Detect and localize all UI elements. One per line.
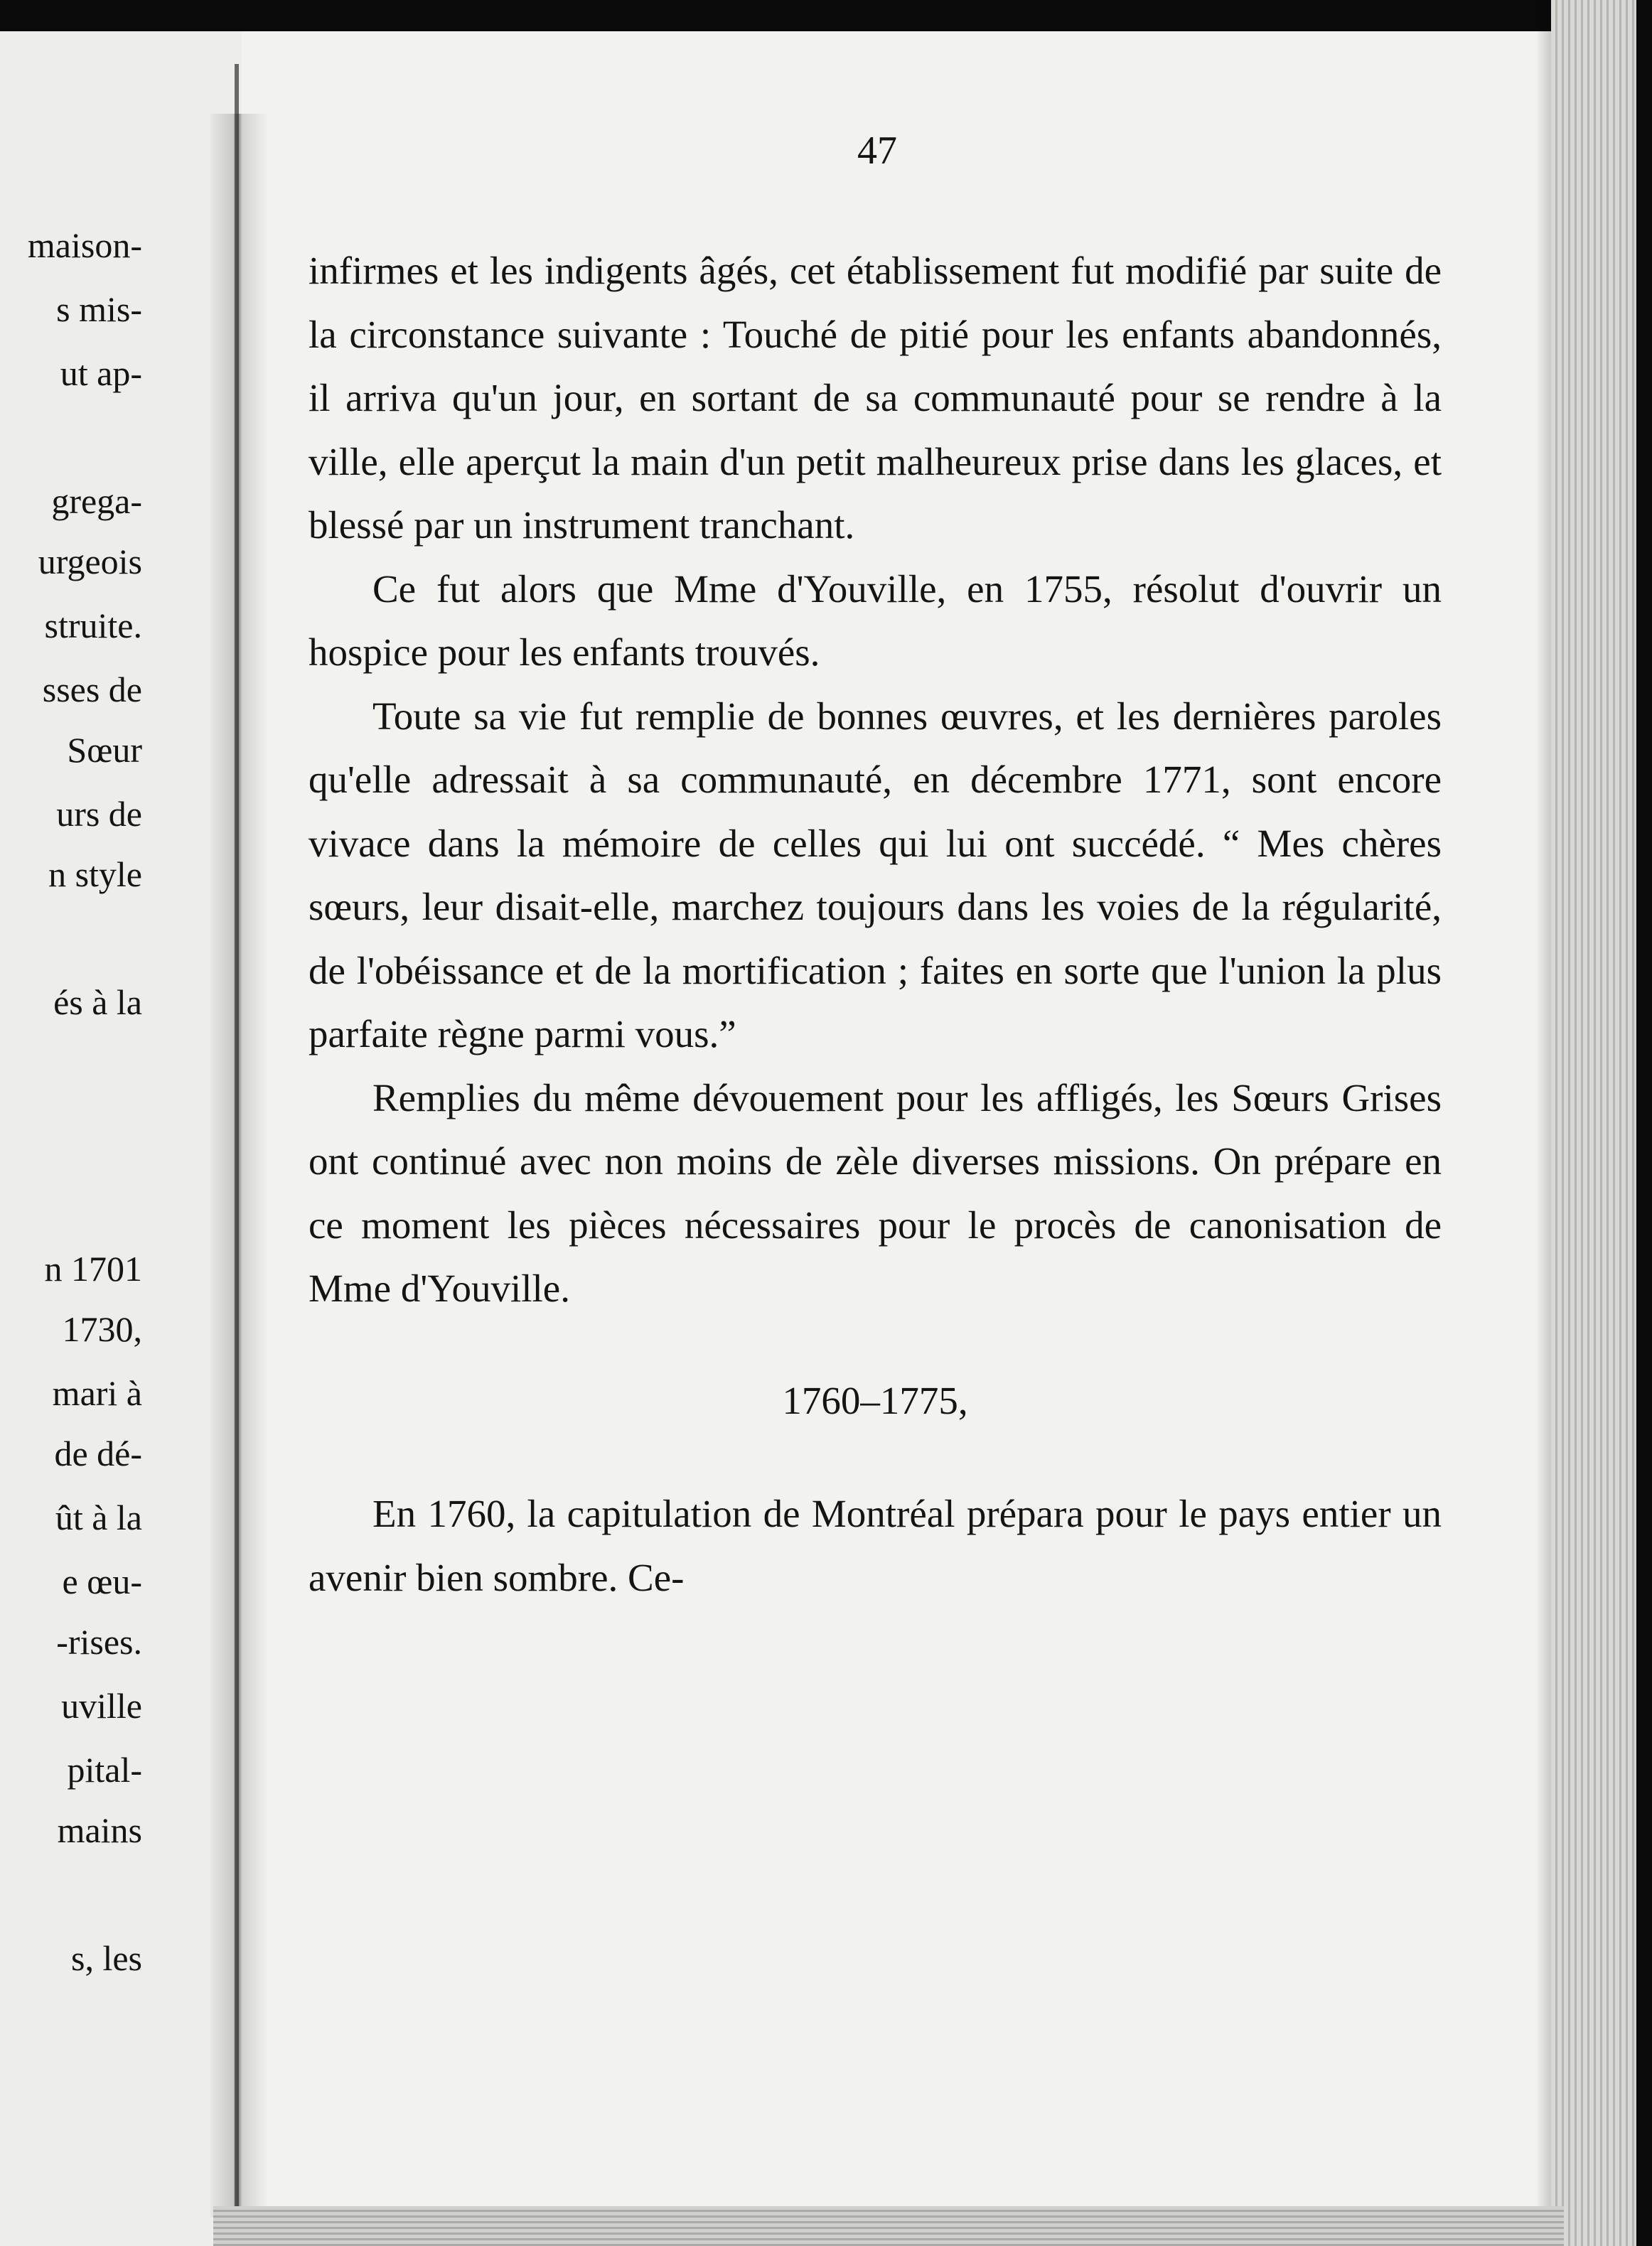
section-heading: 1760–1775, <box>782 1378 968 1422</box>
left-page-line: s, les <box>71 1938 142 1978</box>
book-gutter <box>210 114 267 2218</box>
left-page-text <box>0 0 142 2246</box>
left-page-line: 1730, <box>62 1309 142 1349</box>
left-page-line: sses de <box>42 670 142 709</box>
left-page-line: maison- <box>27 225 142 265</box>
left-page-line: urs de <box>56 794 142 834</box>
page-number: 47 <box>857 129 897 173</box>
paragraph: Toute sa vie fut remplie de bonnes œuvres, et les dernières paroles qu'elle adressait à sa communauté, en décembre 1771, sont encore vivace dans la mémoire de celles qui lui ont succédé. “ Mes chères sœurs, leur disait-elle, marchez toujours dans les voies de la régularité, de l'obéissance et de la mortification ; faites en sorte que l'union la plus parfaite règne parmi vous.” <box>309 694 1442 1055</box>
left-page-line: mains <box>57 1810 142 1850</box>
left-page-line: urgeois <box>38 542 142 581</box>
left-page-line: grega- <box>51 481 142 521</box>
page-edge-shadow <box>1535 0 1552 2246</box>
left-page-line: ût à la <box>55 1498 142 1537</box>
left-page-line: ut ap- <box>60 353 142 393</box>
gutter-fold <box>235 64 239 2225</box>
paragraph: Remplies du même dévouement pour les affligés, les Sœurs Grises ont continué avec non moins de zèle diverses missions. On prépare en ce moment les pièces nécessaires pour le procès de canonisation de Mme d'Youville. <box>309 1075 1442 1310</box>
left-page-line: -rises. <box>56 1622 142 1662</box>
paragraph: Ce fut alors que Mme d'Youville, en 1755, résolut d'ouvrir un hospice pour les enfants trouvés. <box>309 566 1442 674</box>
bottom-page-edges <box>213 2206 1564 2246</box>
left-page-line: s mis- <box>56 289 142 329</box>
paragraph: En 1760, la capitulation de Montréal prépara pour le pays entier un avenir bien sombre. Ce- <box>309 1492 1442 1599</box>
left-page-line: e œu- <box>62 1562 142 1601</box>
left-page-line: pital- <box>67 1750 142 1790</box>
paragraph: infirmes et les indigents âgés, cet établissement fut modifié par suite de la circonstance suivante : Touché de pitié pour les enfants abandonnés, il arriva qu'un jour, en sortant de sa communauté pour se rendre à la ville, elle aperçut la main d'un petit malheureux prise dans les glaces, et blessé par un instrument tranchant. <box>309 249 1442 547</box>
left-page-line: uville <box>61 1686 142 1726</box>
left-page-line: és à la <box>53 982 142 1022</box>
page-edges <box>1551 0 1636 2246</box>
page-body <box>309 239 1442 1609</box>
left-page-line: mari à <box>52 1373 142 1413</box>
left-page-line: struite. <box>44 606 142 645</box>
left-page-line: Sœur <box>67 730 142 770</box>
scan-top-border <box>0 0 1652 31</box>
left-page-line: n 1701 <box>44 1249 142 1289</box>
scan-right-border <box>1636 0 1652 2246</box>
left-page-line: n style <box>48 854 142 894</box>
left-page-line: de dé- <box>54 1434 142 1473</box>
